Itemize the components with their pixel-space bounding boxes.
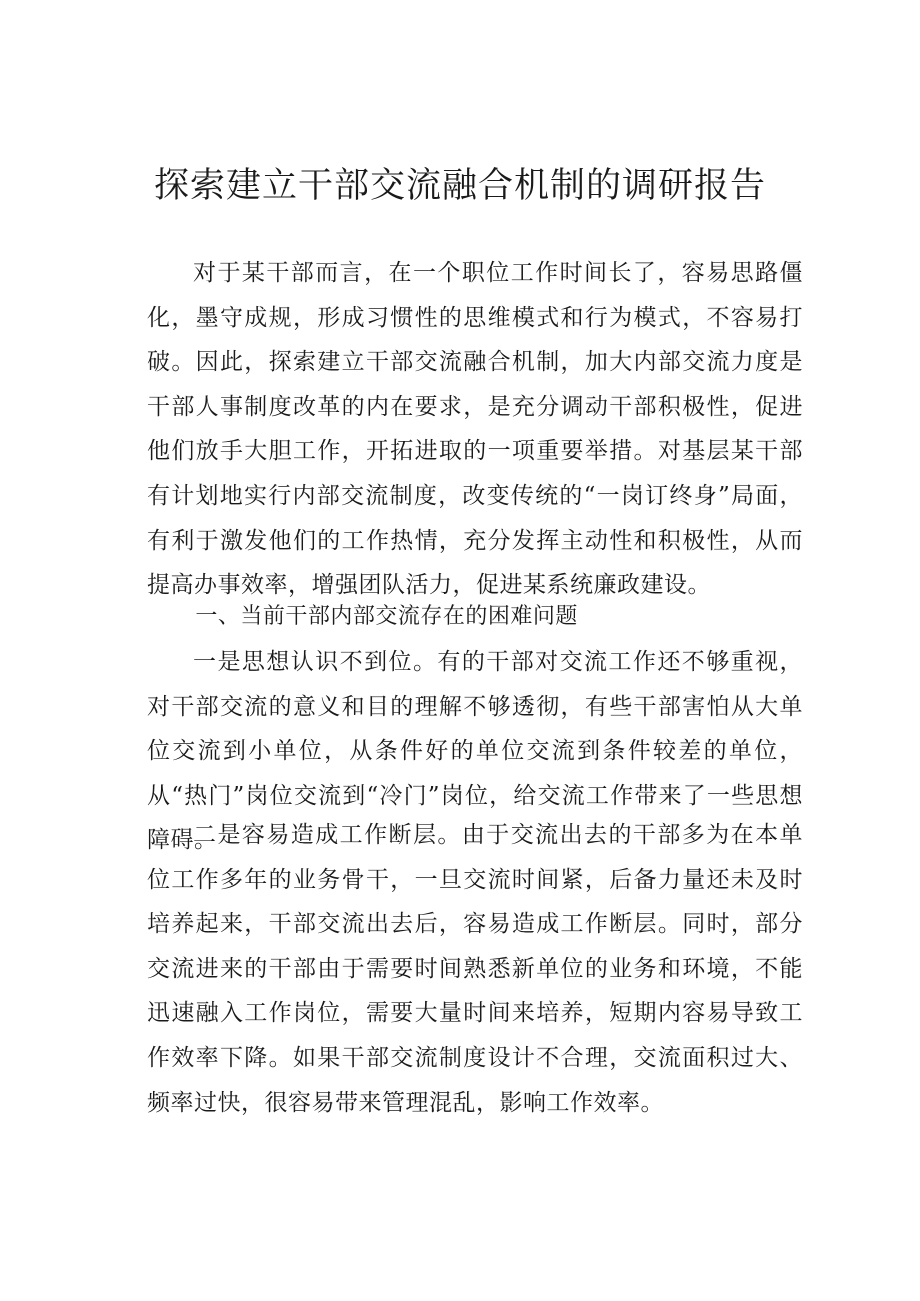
section-heading: 一、当前干部内部交流存在的困难问题: [195, 604, 578, 629]
point-two-paragraph: 二是容易造成工作断层。由于交流出去的干部多为在本单位工作多年的业务骨干，一旦交流时间紧，后备力量还未及时培养起来，干部交流出去后，容易造成工作断层。同时，部分交流进来的干部由于需要时间熟悉新单位的业务和环境，不能迅速融入工作岗位，需要大量时间来培养，短期内容易导致工作效率下降。如果干部交流制度设计不合理，交流面积过大、频率过快，很容易带来管理混乱，影响工作效率。: [147, 822, 803, 1116]
point-one-paragraph: 一是思想认识不到位。有的干部对交流工作还不够重视，对干部交流的意义和目的理解不够透彻，有些干部害怕从大单位交流到小单位，从条件好的单位交流到条件较差的单位，从“热门”岗位交流到“冷门”岗位，给交流工作带来了一些思想障碍。: [147, 649, 803, 854]
point-two-block: [147, 813, 803, 1125]
intro-paragraph-block: [147, 251, 803, 608]
intro-paragraph: 对于某干部而言，在一个职位工作时间长了，容易思路僵化，墨守成规，形成习惯性的思维模式和行为模式，不容易打破。因此，探索建立干部交流融合机制，加大内部交流力度是干部人事制度改革的内在要求，是充分调动干部积极性，促进他们放手大胆工作，开拓进取的一项重要举措。对基层某干部有计划地实行内部交流制度，改变传统的“一岗订终身”局面，有利于激发他们的工作热情，充分发挥主动性和积极性，从而提高办事效率，增强团队活力，促进某系统廉政建设。: [147, 260, 803, 599]
section-heading-block: [147, 595, 803, 639]
document-title: 探索建立干部交流融合机制的调研报告: [153, 166, 766, 206]
